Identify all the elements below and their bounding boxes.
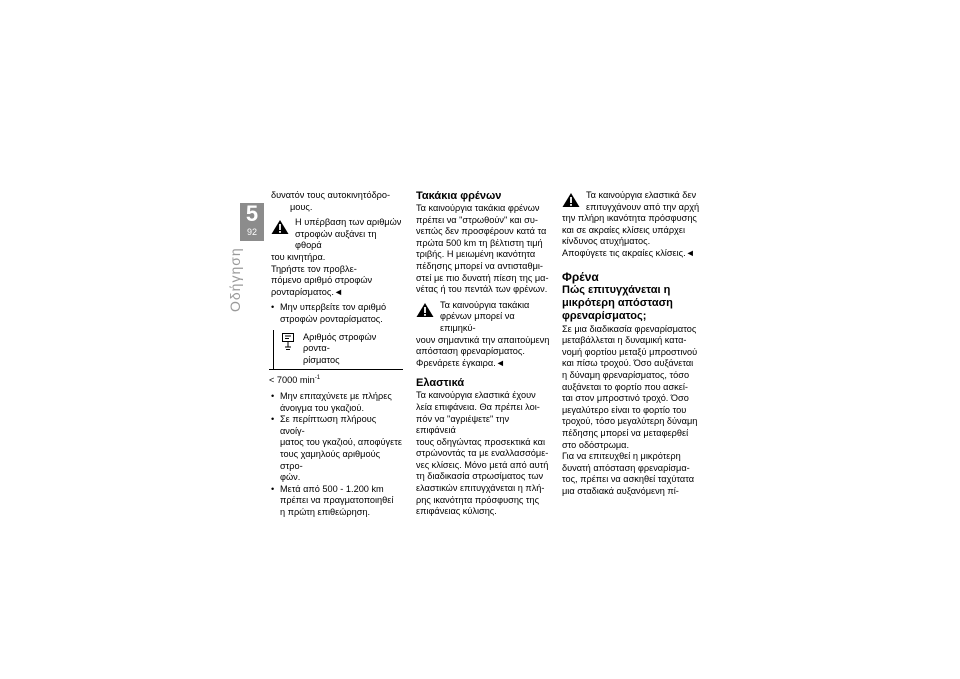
list-item-text: • Σε περίπτωση πλήρους ανοίγ- bbox=[280, 414, 377, 436]
body-text: επιφάνειας κύλισης. bbox=[416, 506, 497, 517]
body-text: και πίσω τροχού. Όσο αυξάνεται bbox=[562, 358, 694, 369]
warning-text: την πλήρη ικανότητα πρόσφυσης bbox=[562, 213, 697, 224]
warning-text: Τα καινούργια τακάκια bbox=[440, 299, 530, 310]
warning-block bbox=[271, 217, 403, 252]
list-item-text: η πρώτη επιθεώρηση. bbox=[280, 506, 371, 517]
column-3 bbox=[562, 190, 702, 497]
list-item-text: τους χαμηλούς αριθμούς στρο- bbox=[280, 448, 381, 471]
body-text: πόν να "αγριέψετε" την επιφάνειά bbox=[416, 413, 510, 436]
intro-line: δυνατόν τους αυτοκινητόδρο- bbox=[271, 190, 391, 200]
warning-text: κίνδυνος ατυχήματος. bbox=[562, 236, 651, 247]
warning-text: του κινητήρα. bbox=[271, 251, 326, 262]
heading-brakes: Φρένα bbox=[562, 269, 599, 284]
body-text: αυξάνεται το φορτίο που ασκεί- bbox=[562, 381, 688, 392]
page-number: 92 bbox=[246, 227, 257, 237]
rpm-spec-box bbox=[273, 330, 403, 370]
list-item-text: • Μην υπερβείτε τον αριθμό bbox=[280, 302, 387, 313]
warning-block bbox=[562, 190, 702, 213]
body-text: νεπώς δεν προσφέρουν κατά τα bbox=[416, 226, 547, 237]
rpm-label: ρίσματος bbox=[303, 354, 340, 365]
body-text: λεία επιφάνεια. Θα πρέπει λοι- bbox=[416, 401, 540, 412]
body-text: τη διαδικασία στρωσίματος των bbox=[416, 471, 544, 482]
body-text: νομή φορτίου μεταξύ μπροστινού bbox=[562, 346, 698, 357]
warning-text: πόμενο αριθμό στροφών bbox=[271, 275, 373, 286]
body-text: στεί με πιο δυνατή πίεση της μα- bbox=[416, 272, 549, 283]
list-item bbox=[271, 391, 403, 414]
list-item-text: άνοιγμα του γκαζιού. bbox=[280, 402, 364, 413]
body-text: τριβής. Η μειωμένη ικανότητα bbox=[416, 249, 536, 260]
body-text: ελαστικών επιτυγχάνεται η πλή- bbox=[416, 483, 545, 494]
rpm-value bbox=[269, 369, 403, 387]
rpm-value-text: < 7000 min bbox=[269, 375, 315, 386]
heading-tyres: Ελαστικά bbox=[416, 377, 465, 390]
warning-triangle-icon bbox=[271, 219, 289, 235]
body-text: πρώτα 500 km τη βέλτιστη τιμή bbox=[416, 237, 543, 248]
body-text: πέδησης μπορεί να μεταφερθεί bbox=[562, 427, 689, 438]
warning-text: επιτυγχάνουν από την αρχή bbox=[586, 201, 700, 212]
body-text: δυνατή απόσταση φρεναρίσμα- bbox=[562, 462, 690, 473]
body-text: τροχού, τόσο μεγαλύτερη δύναμη bbox=[562, 416, 698, 427]
chapter-number: 5 bbox=[245, 201, 259, 226]
warning-text: Η υπέρβαση των αριθμών bbox=[295, 217, 402, 228]
body-text: Σε μια διαδικασία φρεναρίσματος bbox=[562, 323, 697, 334]
body-text: πέδησης μπορεί να αντισταθμι- bbox=[416, 260, 543, 271]
body-text: ται στον μπροστινό τροχό. Όσο bbox=[562, 393, 689, 404]
subheading: μικρότερη απόσταση bbox=[562, 296, 673, 309]
list-item bbox=[271, 414, 403, 484]
column-1 bbox=[271, 190, 403, 519]
body-text: πρέπει να "στρωθούν" και συ- bbox=[416, 214, 538, 225]
warning-text: νουν σημαντικά την απαιτούμενη bbox=[416, 334, 550, 345]
rpm-gauge-icon bbox=[281, 332, 295, 352]
body-text: μεταβάλλεται η δυναμική κατα- bbox=[562, 335, 687, 346]
subheading: φρεναρίσματος; bbox=[562, 309, 647, 322]
subheading: Πώς επιτυγχάνεται η bbox=[562, 283, 671, 296]
warning-text: και σε ακραίες κλίσεις υπάρχει bbox=[562, 224, 686, 235]
body-text: νες κλίσεις. Μόνο μετά από αυτή bbox=[416, 459, 549, 470]
body-text: μια σταδιακά αυξανόμενη πί- bbox=[562, 485, 679, 496]
warning-triangle-icon bbox=[562, 192, 580, 208]
list-item bbox=[271, 302, 403, 325]
list-item bbox=[271, 484, 403, 519]
body-text: η δύναμη φρεναρίσματος, τόσο bbox=[562, 369, 690, 380]
list-item-text: πρέπει να πραγματοποιηθεί bbox=[280, 495, 394, 506]
body-text: Για να επιτευχθεί η μικρότερη bbox=[562, 451, 681, 462]
body-text: Τα καινούργια ελαστικά έχουν bbox=[416, 390, 536, 401]
body-text: τους οδηγώντας προσεκτικά και bbox=[416, 436, 545, 447]
body-text: τος, πρέπει να ασκηθεί ταχύτατα bbox=[562, 474, 695, 485]
body-text: Τα καινούργια τακάκια φρένων bbox=[416, 203, 540, 213]
list-item-text: φών. bbox=[280, 472, 301, 483]
warning-triangle-icon bbox=[416, 302, 434, 318]
warning-text: φρένων μπορεί να επιμηκύ- bbox=[440, 311, 515, 333]
warning-block bbox=[416, 300, 550, 335]
warning-text: ρονταρίσματος.◄ bbox=[271, 286, 343, 297]
warning-text: Τα καινούργια ελαστικά δεν bbox=[586, 190, 697, 200]
body-text: στρώνοντάς τα με εναλλασσόμε- bbox=[416, 448, 549, 459]
warning-text: Τηρήστε τον προβλε- bbox=[271, 263, 357, 274]
body-text: μεγαλύτερο είναι το φορτίο του bbox=[562, 404, 687, 415]
body-text: ρης ικανότητα πρόσφυσης της bbox=[416, 494, 540, 505]
list-item-text: ματος του γκαζιού, αποφύγετε bbox=[280, 437, 402, 448]
rpm-unit-superscript: -1 bbox=[314, 375, 321, 382]
warning-text: Αποφύγετε τις ακραίες κλίσεις.◄ bbox=[562, 247, 695, 258]
warning-text: στροφών αυξάνει τη φθορά bbox=[295, 228, 377, 251]
warning-text: απόσταση φρεναρίσματος. bbox=[416, 346, 525, 357]
heading-brake-pads: Τακάκια φρένων bbox=[416, 190, 502, 202]
rpm-label: Αριθμός στροφών ροντα- bbox=[303, 331, 377, 354]
list-item-text: • Μετά από 500 - 1.200 km bbox=[280, 483, 384, 494]
chapter-tab bbox=[240, 203, 264, 241]
warning-text: Φρενάρετε έγκαιρα.◄ bbox=[416, 357, 505, 368]
list-item-text: στροφών ρονταρίσματος. bbox=[280, 313, 383, 324]
body-text: νέτας ή του πεντάλ των φρένων. bbox=[416, 284, 548, 295]
section-label: Οδήγηση bbox=[227, 247, 243, 312]
list-item-text: • Μην επιταχύνετε με πλήρες bbox=[280, 390, 392, 401]
intro-line: μους. bbox=[290, 201, 313, 212]
body-text: στο οδόστρωμα. bbox=[562, 439, 630, 450]
column-2 bbox=[416, 190, 550, 518]
